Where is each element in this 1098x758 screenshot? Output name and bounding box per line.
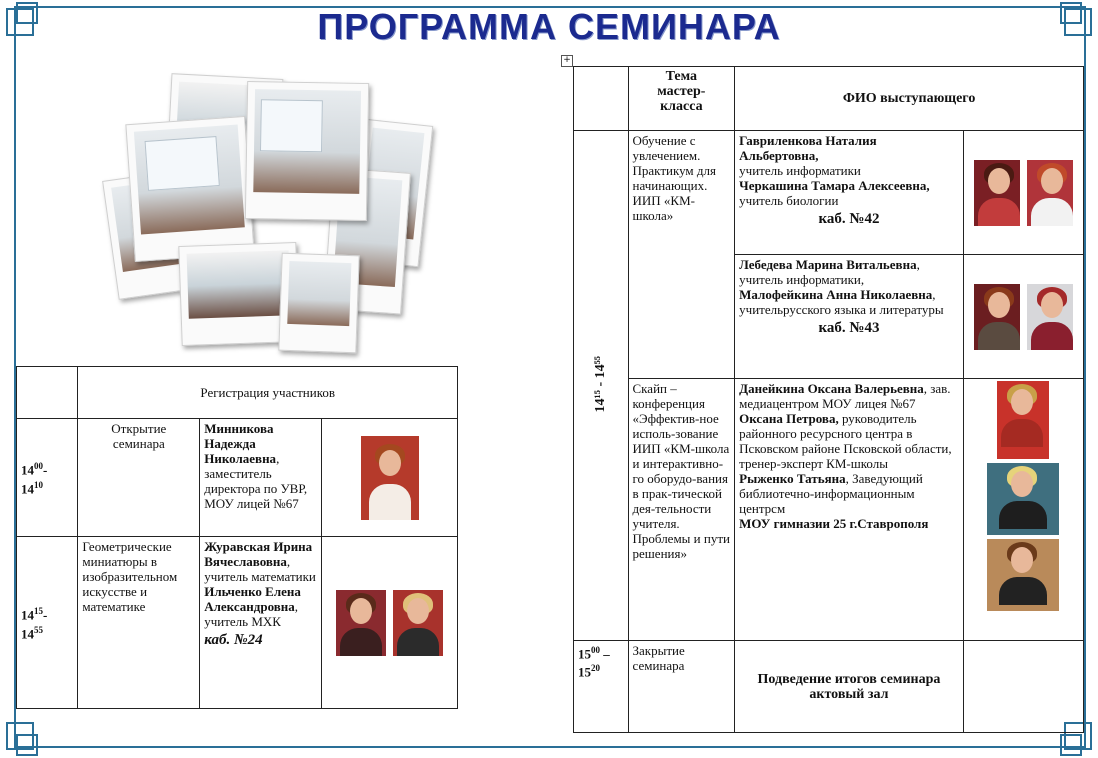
photo-collage xyxy=(110,76,430,352)
speaker-portrait xyxy=(974,284,1020,350)
table-row xyxy=(574,641,1084,733)
table-move-handle-icon[interactable]: + xyxy=(561,55,573,67)
speaker-portrait xyxy=(987,463,1059,535)
time-cell: $14^{15}-$ $14^{55}$ xyxy=(17,537,78,709)
corner-ornament-bottom-left xyxy=(6,722,40,756)
topic-cell: Геометрические миниатюры в изобразительном искусстве и математике xyxy=(78,537,200,709)
time-cell: 14¹⁵ - 14⁵⁵ xyxy=(574,131,629,641)
topic-cell: Открытие семинара xyxy=(78,419,200,537)
photo-cell xyxy=(963,255,1083,379)
table-row xyxy=(17,419,458,537)
time-cell: $14^{00}-$ $14^{10}$ xyxy=(17,419,78,537)
table-row xyxy=(574,131,1084,255)
room-number: каб. №43 xyxy=(818,320,880,336)
speaker-portrait xyxy=(1027,284,1073,350)
speaker-portrait xyxy=(997,381,1049,459)
speaker-portrait xyxy=(393,590,443,656)
collage-photo xyxy=(245,81,369,221)
room-number: каб. №24 xyxy=(204,632,263,648)
masterclass-table xyxy=(573,66,1084,733)
speaker-cell: Данейкина Оксана Валерьевна, зав. медиацентром МОУ лицея №67 Оксана Петрова, руководитель районного ресурсного центра в Псковском районе Псковской области, тренер-эксперт КМ-школы Рыженко Татьяна, Заведующий библиотечно-информационным центрсм МОУ гимназии 25 г.Ставрополя xyxy=(735,379,964,641)
topic-cell: Закрытие семинара xyxy=(628,641,735,733)
photo-cell xyxy=(963,131,1083,255)
topic-cell: Скайп – конференция «Эффектив-ное исполь-зование ИИП «КМ-школа и интерактивно-го оборудо-вания в прак-тической дея-тельности учителя. Проблемы и пути решения» xyxy=(628,379,735,641)
speaker-portrait xyxy=(1027,160,1073,226)
time-cell: $15^{00}$ – $15^{20}$ xyxy=(574,641,629,733)
registration-table xyxy=(16,366,458,709)
speaker-portrait xyxy=(987,539,1059,611)
room-number: каб. №42 xyxy=(818,211,880,227)
page-title: ПРОГРАММА СЕМИНАРА xyxy=(317,6,781,47)
photo-cell xyxy=(322,419,458,537)
speaker-cell: Лебедева Марина Витальевна, учитель информатики, Малофейкина Анна Николаевна, учительрусского языка и литературы каб. №43 xyxy=(735,255,964,379)
collage-photo xyxy=(125,116,254,262)
speaker-header: ФИО выступающего xyxy=(735,67,1084,131)
table-row xyxy=(17,537,458,709)
speaker-cell: Гавриленкова Наталия Альбертовна, учитель информатики Черкашина Тамара Алексеевна, учитель биологии каб. №42 xyxy=(735,131,964,255)
photo-cell xyxy=(963,379,1083,641)
photo-cell xyxy=(322,537,458,709)
topic-cell: Обучение с увлечением. Практикум для начинающих. ИИП «КМ-школа» xyxy=(628,131,735,379)
topic-header: Тема мастер- класса xyxy=(628,67,735,131)
speaker-cell: Журавская Ирина Вячеславовна, учитель математики Ильченко Елена Александровна, учитель МХК каб. №24 xyxy=(200,537,322,709)
summary-cell: Подведение итогов семинара актовый зал xyxy=(735,641,964,733)
speaker-portrait xyxy=(361,436,419,520)
registration-header: Регистрация участников xyxy=(78,367,458,419)
speaker-portrait xyxy=(974,160,1020,226)
speaker-cell: Минникова Надежда Николаевна, заместитель директора по УВР, МОУ лицей №67 xyxy=(200,419,322,537)
table-row xyxy=(574,379,1084,641)
speaker-portrait xyxy=(336,590,386,656)
collage-photo xyxy=(278,253,359,354)
